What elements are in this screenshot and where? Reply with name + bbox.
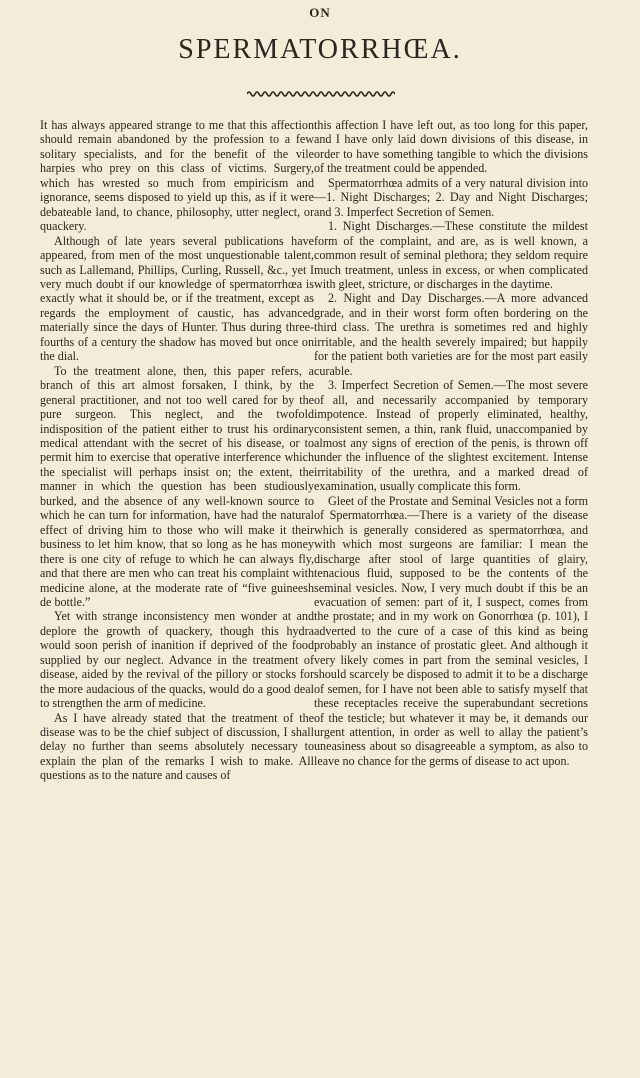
- paragraph: To the treatment alone, then, this paper refers, a branch of this art almost forsaken, I think, by the general practitioner, and not too well cared for by the pure surgeon. This neglect, and the twofold indisposition of the patient either to trust his ordinary medical attendant with the secret of his disease, or to permit him to exercise that operative interference which the specialist will perhaps insist on; the extent, the manner in which the question has been studiously burked, and the absence of any well-known source to which he can turn for information, have had the natural effect of driving him to those who will make it their business to let him know, that so long as he has money there is one city of refuge to which he can always fly, and that there are men who can treat his complaint with medicine alone, at the moderate rate of “five guineesh de bottle.”: [40, 363, 314, 609]
- wavy-rule-ornament: [247, 90, 395, 98]
- paragraph: As I have already stated that the treatment of the disease was to be the chief subject of discussion, I shall delay no further than seems absolutely necessary to explain the plan of the remarks I wish to make. All questions as to the nature and causes of: [40, 710, 314, 783]
- running-head: ON: [309, 5, 331, 20]
- right-column: [314, 118, 588, 768]
- paragraph: It has always appeared strange to me that this affection should remain abandoned by the profession to a few solitary specialists, and for the benefit of the vile harpies who prey on this class of victims. Surgery, which has wrested so much from empiricism and ignorance, seems disposed to yield up this, as if it were debateable land, to chance, philosophy, utter neglect, or quackery.: [40, 118, 314, 234]
- paragraph: this affection I have left out, as too long for this paper, and I have only laid down divisions of this disease, in order to have something tangible to which the divisions of the treatment could be appended.: [314, 118, 588, 176]
- paragraph: Although of late years several publications have appeared, from men of the most unquestionable talent, such as Lallemand, Phillips, Curling, Russell, &c., yet I very much doubt if our knowledge of spermatorrhœa is exactly what it should be, or if the treatment, except as regards the employment of caustic, has advanced materially since the days of Hunter. Thus during three-fourths of a century the shadow has moved but once on the dial.: [40, 233, 314, 364]
- article-title: SPERMATORRHŒA.: [178, 34, 462, 65]
- paragraph: 2. Night and Day Discharges.—A more advanced grade, and in their worst form often bordering on the third class. The urethra is sometimes red and highly irritable, and the health severely impaired; but happily for the patient both varieties are for the most part easily curable.: [314, 291, 588, 378]
- paragraph: Spermatorrhœa admits of a very natural division into—1. Night Discharges; 2. Day and Night Discharges; and 3. Imperfect Secretion of Semen.: [314, 175, 588, 219]
- paragraph: 3. Imperfect Secretion of Semen.—The most severe of all, and necessarily accompanied by temporary impotence. Instead of properly eliminated, healthy, consistent semen, a thin, rank fluid, unaccompanied by almost any signs of erection of the penis, is thrown off under the influence of the slightest excitement. Intense irritability of the urethra, and a marked dread of examination, usually complicate this form.: [314, 378, 588, 494]
- paragraph: 1. Night Discharges.—These constitute the mildest form of the complaint, and are, as is well known, a common result of seminal plethora; they seldom require much treatment, unless in excess, or when complicated with gleet, stricture, or discharges in the daytime.: [314, 219, 588, 291]
- paragraph: Gleet of the Prostate and Seminal Vesicles not a form of Spermatorrhœa.—There is a variety of the disease which is generally considered as spermatorrhœa, and with which most surgeons are familiar: I mean the discharge after stool of large quantities of glairy, tenacious fluid, supposed to be the contents of the seminal vesicles. Now, I very much doubt if this be an evacuation of semen: part of it, I suspect, comes from the prostate; and in my work on Gonorrhœa (p. 101), I adverted to the cure of a case of this kind as being probably an instance of prostatic gleet. And although it very likely comes in part from the seminal vesicles, I should scarcely be disposed to admit it to be a discharge of semen, for I have not been able to satisfy myself that these receptacles receive the superabundant secretions of the testicle; but whatever it may be, it demands our urgent attention, in order as well to allay the patient’s uneasiness about so disagreeable a symptom, as also to leave no chance for the germs of disease to act upon.: [314, 493, 588, 768]
- left-column: [40, 118, 314, 783]
- paragraph: Yet with strange inconsistency men wonder at and deplore the growth of quackery, though this hydra would soon perish of inanition if deprived of the food supplied by our neglect. Advance in the treatment of disease, aided by the revival of the pillory or stocks for the more audacious of the quacks, would do a good deal to strengthen the arm of medicine.: [40, 609, 314, 711]
